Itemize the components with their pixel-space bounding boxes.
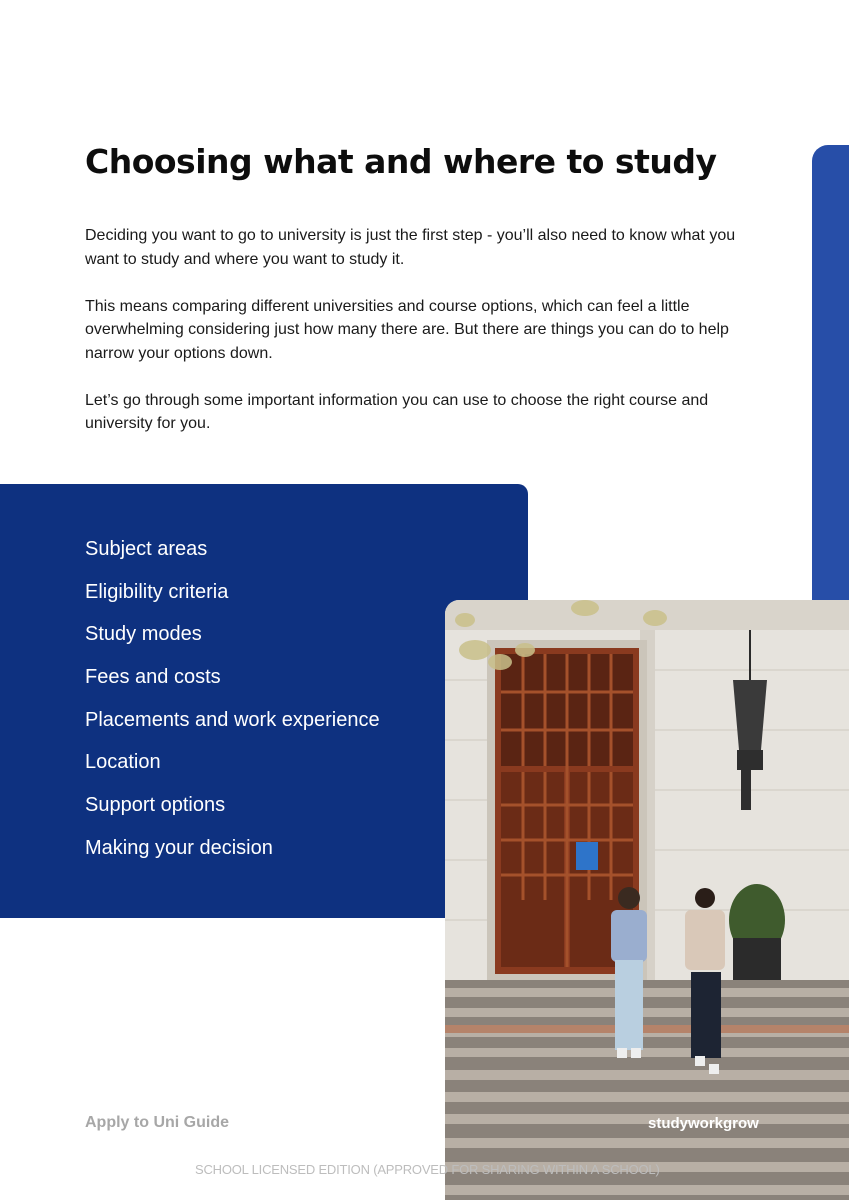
topic-item[interactable]: Study modes — [85, 623, 202, 646]
intro-paragraph: Deciding you want to go to university is just the first step - you’ll also need to know what you want to study and where you want to study it. — [85, 227, 736, 268]
topic-item[interactable]: Eligibility criteria — [85, 580, 229, 603]
brand-logo-text: studyworkgrow — [648, 1115, 759, 1132]
license-notice: SCHOOL LICENSED EDITION (APPROVED FOR SHARING WITHIN A SCHOOL) — [195, 1162, 660, 1177]
guide-name: Apply to Uni Guide — [85, 1114, 229, 1131]
intro-paragraph: Let’s go through some important information you can use to choose the right course and university for you. — [85, 391, 709, 432]
intro-text — [85, 224, 750, 459]
campus-photo — [445, 600, 849, 1200]
topic-item[interactable]: Subject areas — [85, 538, 208, 560]
topic-item[interactable]: Making your decision — [85, 836, 273, 859]
topics-list — [85, 534, 380, 876]
page-title: Choosing what and where to study — [85, 142, 717, 181]
topic-item[interactable]: Fees and costs — [85, 666, 221, 689]
topic-item[interactable]: Location — [85, 751, 161, 774]
intro-paragraph: This means comparing different universities and course options, which can feel a little overwhelming considering just how many there are. But there are things you can do to help narrow your options down. — [85, 297, 729, 362]
topic-item[interactable]: Support options — [85, 794, 226, 817]
topic-item[interactable]: Placements and work experience — [85, 708, 380, 731]
